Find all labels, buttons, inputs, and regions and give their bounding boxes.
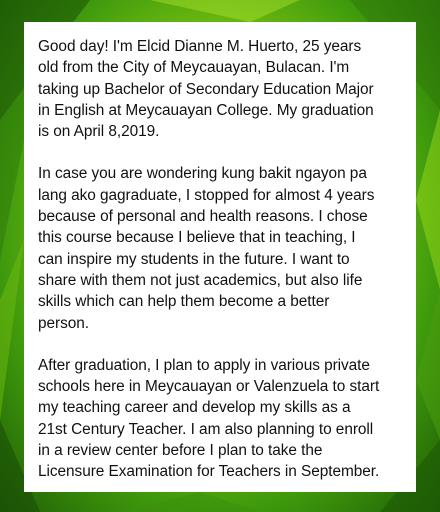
intro-paragraph: Good day! I'm Elcid Dianne M. Huerto, 25 years old from the City of Meycauayan, Bulacan. I'm taking up Bachelor of Secondary Education Major in English at Meycauayan College. My graduation is on April 8,2019.: [38, 38, 374, 141]
reason-paragraph: In case you are wondering kung bakit ngayon pa lang ako gagraduate, I stopped for almost 4 years because of personal and health reasons. I chose this course because I believe that in teaching, I can inspire my students in the future. I want to share with them not just academics, but also life skills which can help them become a better person.: [38, 165, 375, 332]
text-card: [24, 22, 416, 492]
plans-paragraph: After graduation, I plan to apply in various private schools here in Meycauayan or Valenzuela to start my teaching career and develop my skills as a 21st Century Teacher. I am also planning to enroll in a review center before I plan to take the Licensure Examination for Teachers in September.: [38, 356, 380, 481]
